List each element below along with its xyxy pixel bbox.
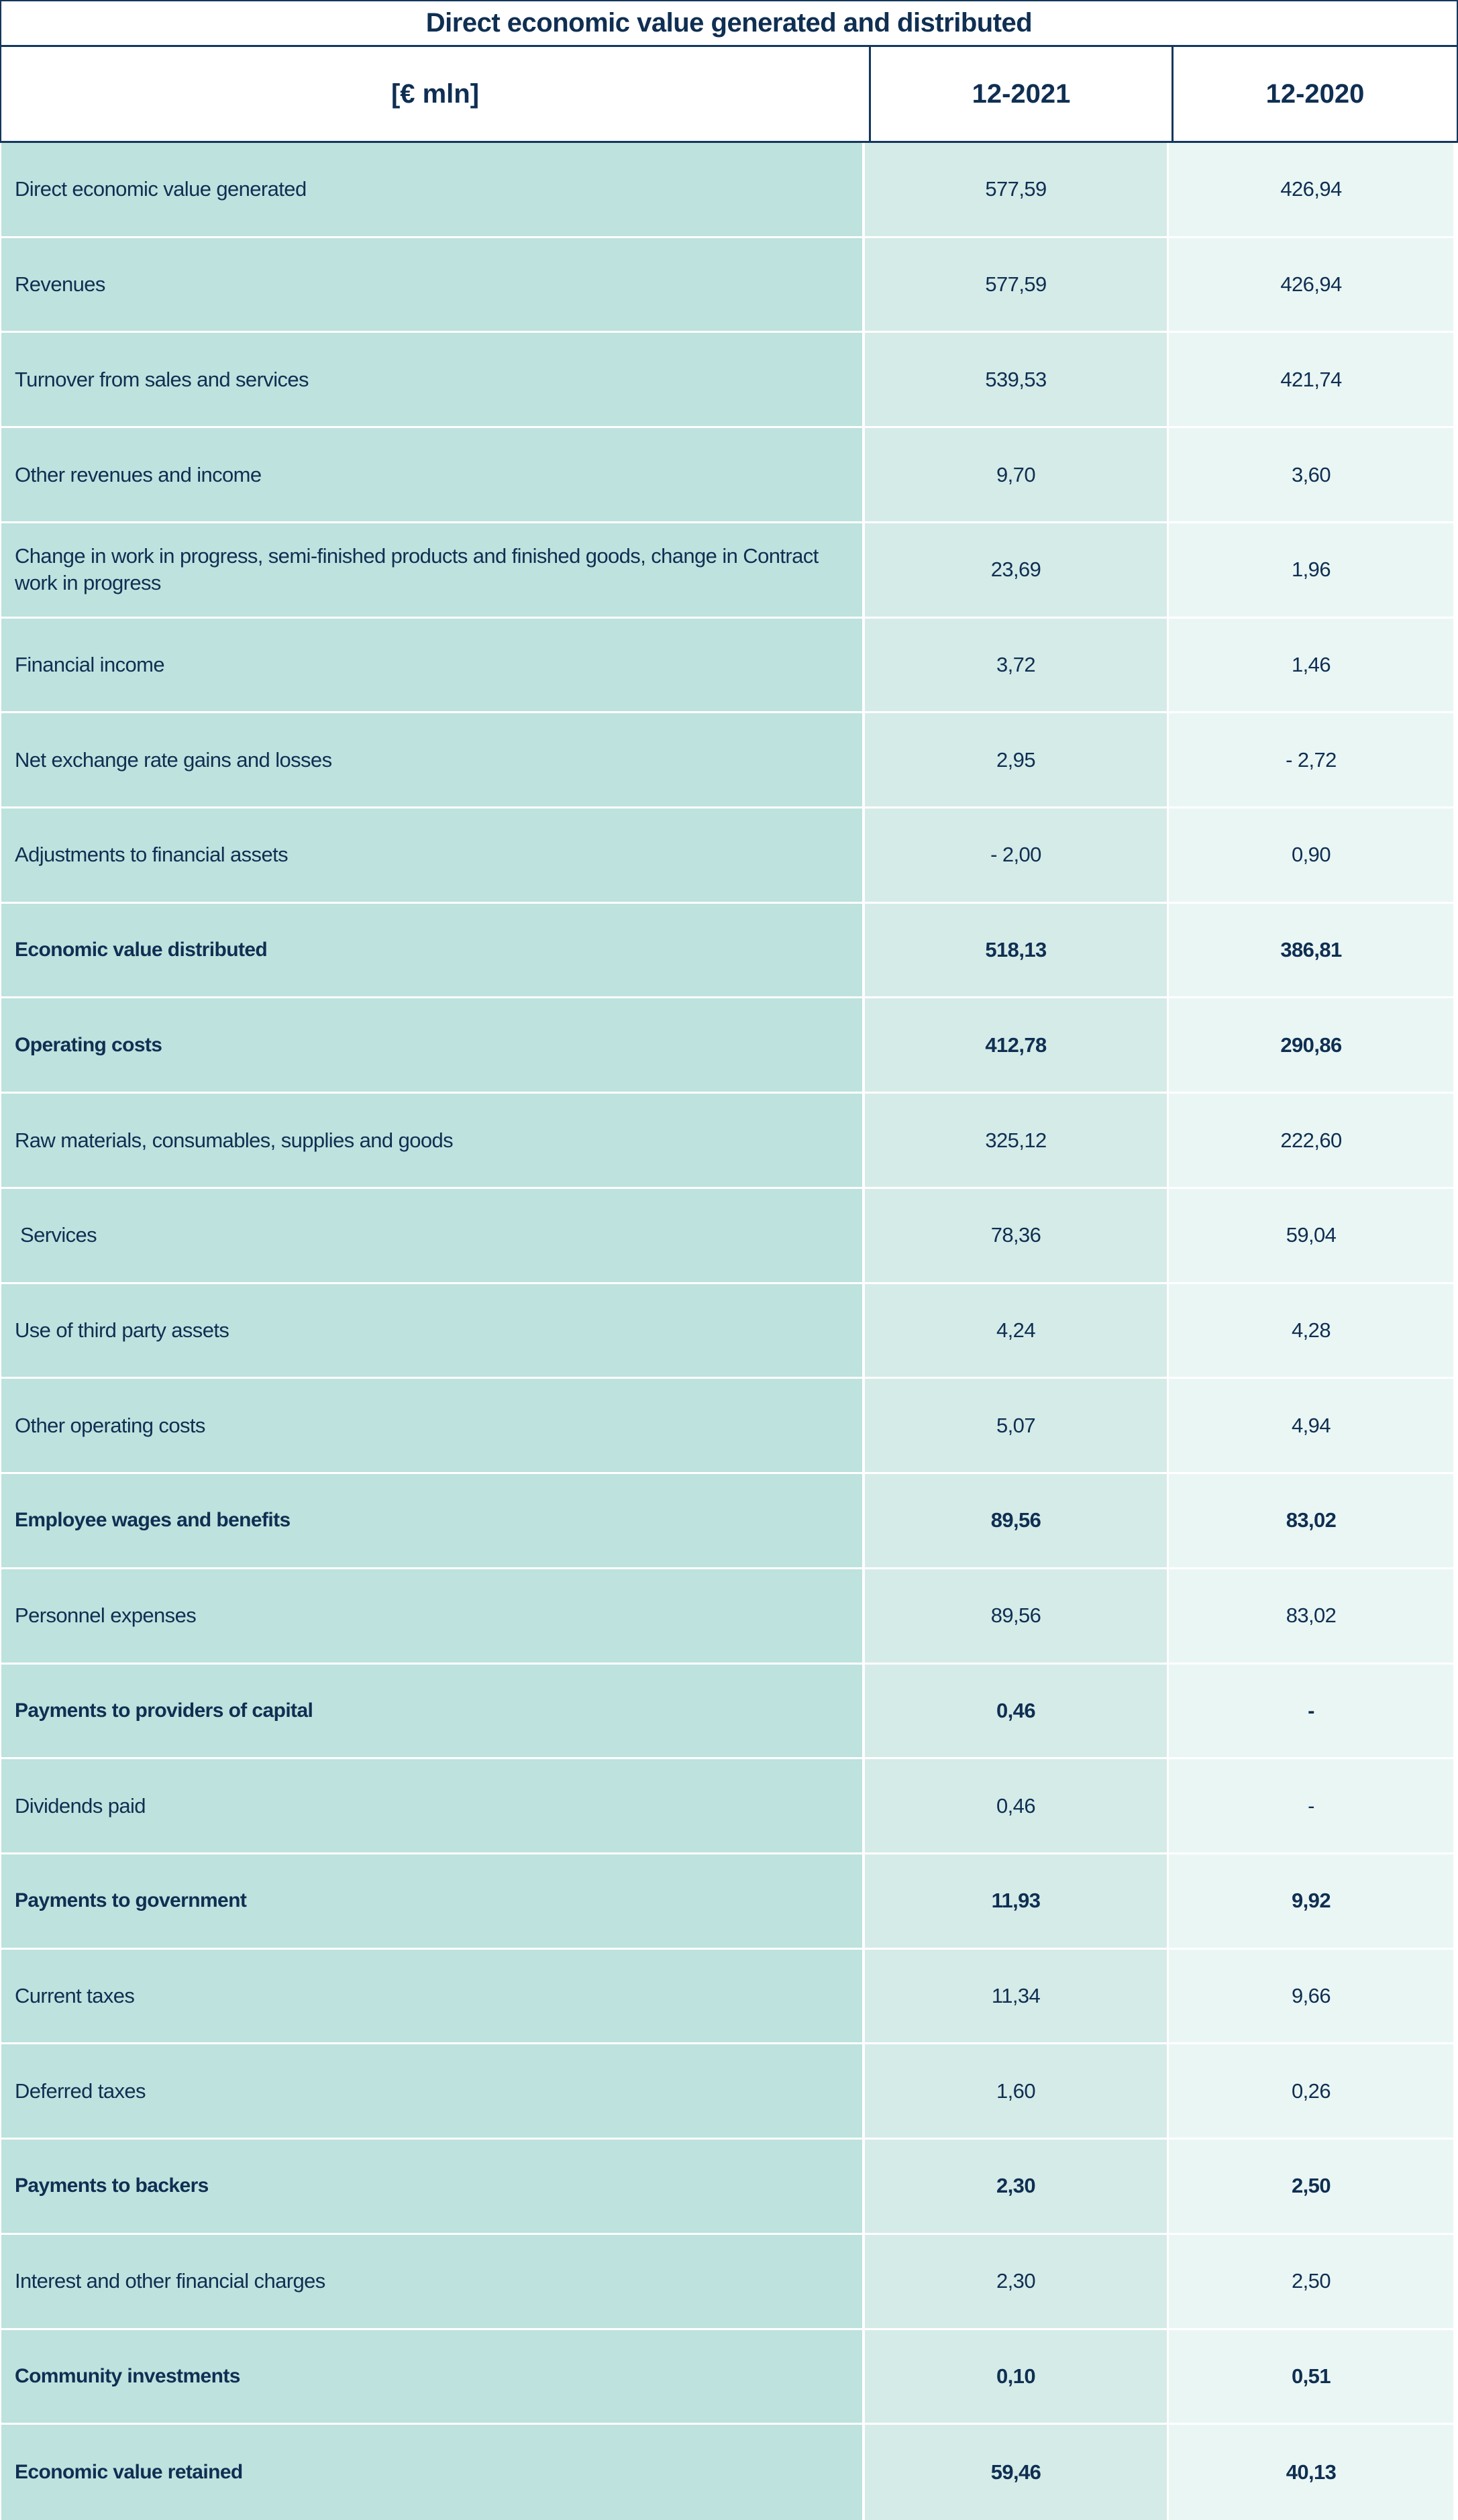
row-label: Adjustments to financial assets — [1, 808, 865, 902]
table-row — [0, 1569, 1458, 1665]
value-2020: 40,13 — [1169, 2425, 1453, 2520]
value-2020: 421,74 — [1169, 333, 1453, 426]
value-2021: 2,30 — [865, 2140, 1169, 2233]
value-2020: 4,94 — [1169, 1379, 1453, 1472]
header-unit: [€ mln] — [390, 78, 480, 109]
row-label: Payments to providers of capital — [1, 1665, 865, 1758]
value-2020: 3,60 — [1169, 428, 1453, 521]
value-2020: 9,66 — [1169, 1950, 1453, 2043]
value-2020: 2,50 — [1169, 2140, 1453, 2233]
row-label: Operating costs — [1, 998, 865, 1092]
value-2021: 0,46 — [865, 1759, 1169, 1852]
table-row — [0, 713, 1458, 808]
row-label: Direct economic value generated — [1, 143, 865, 236]
value-2021: 325,12 — [865, 1094, 1169, 1187]
table-row — [0, 808, 1458, 904]
row-label: Payments to government — [1, 1854, 865, 1948]
row-label: Deferred taxes — [1, 2044, 865, 2138]
value-2021: 577,59 — [865, 143, 1169, 236]
row-label: Dividends paid — [1, 1759, 865, 1852]
value-2020: 0,26 — [1169, 2044, 1453, 2138]
value-2021: 4,24 — [865, 1284, 1169, 1377]
row-label: Raw materials, consumables, supplies and goods — [1, 1094, 865, 1187]
value-2021: 0,10 — [865, 2330, 1169, 2423]
value-2021: 11,34 — [865, 1950, 1169, 2043]
value-2020: 426,94 — [1169, 238, 1453, 331]
row-label: Employee wages and benefits — [1, 1474, 865, 1567]
value-2020: 83,02 — [1169, 1569, 1453, 1663]
value-2020: 290,86 — [1169, 998, 1453, 1092]
value-2021: 23,69 — [865, 523, 1169, 617]
value-2020: 1,96 — [1169, 523, 1453, 617]
table-row — [0, 523, 1458, 619]
value-2021: 412,78 — [865, 998, 1169, 1092]
row-label: Other revenues and income — [1, 428, 865, 521]
row-label: Turnover from sales and services — [1, 333, 865, 426]
value-2021: 2,95 — [865, 713, 1169, 806]
row-label: Services — [1, 1189, 865, 1282]
value-2021: 9,70 — [865, 428, 1169, 521]
value-2021: 3,72 — [865, 619, 1169, 712]
table-row — [0, 1094, 1458, 1189]
value-2020: 386,81 — [1169, 904, 1453, 997]
table-row — [0, 2425, 1458, 2520]
table-row — [0, 2330, 1458, 2425]
row-label: Interest and other financial charges — [1, 2235, 865, 2328]
header-2020: 12-2020 — [1171, 47, 1457, 141]
row-label: Current taxes — [1, 1950, 865, 2043]
table-row — [0, 619, 1458, 714]
table-row — [0, 1379, 1458, 1474]
value-2021: 1,60 — [865, 2044, 1169, 2138]
row-label: Community investments — [1, 2330, 865, 2423]
row-label: Other operating costs — [1, 1379, 865, 1472]
table-row — [0, 1759, 1458, 1854]
value-2020: 222,60 — [1169, 1094, 1453, 1187]
table-body — [0, 143, 1458, 2520]
table-row — [0, 238, 1458, 333]
table-row — [0, 1474, 1458, 1569]
value-2021: 59,46 — [865, 2425, 1169, 2520]
table-row — [0, 1665, 1458, 1760]
value-2021: 518,13 — [865, 904, 1169, 997]
value-2021: 5,07 — [865, 1379, 1169, 1472]
value-2021: - 2,00 — [865, 808, 1169, 902]
table-row — [0, 2044, 1458, 2140]
value-2021: 0,46 — [865, 1665, 1169, 1758]
value-2021: 89,56 — [865, 1474, 1169, 1567]
value-2021: 577,59 — [865, 238, 1169, 331]
table-row — [0, 998, 1458, 1094]
value-2020: 0,51 — [1169, 2330, 1453, 2423]
row-label: Change in work in progress, semi-finished products and finished goods, change in Contract work in progress — [1, 523, 865, 617]
row-label: Payments to backers — [1, 2140, 865, 2233]
table-row — [0, 2235, 1458, 2330]
value-2021: 539,53 — [865, 333, 1169, 426]
table-row — [0, 904, 1458, 999]
value-2020: - — [1169, 1759, 1453, 1852]
table-row — [0, 1284, 1458, 1379]
value-2020: 426,94 — [1169, 143, 1453, 236]
row-label: Economic value distributed — [1, 904, 865, 997]
value-2020: - 2,72 — [1169, 713, 1453, 806]
row-label: Net exchange rate gains and losses — [1, 713, 865, 806]
table-row — [0, 2140, 1458, 2235]
table-row — [0, 428, 1458, 523]
value-2021: 2,30 — [865, 2235, 1169, 2328]
value-2020: 59,04 — [1169, 1189, 1453, 1282]
value-2021: 89,56 — [865, 1569, 1169, 1663]
table-row — [0, 1950, 1458, 2045]
table-row — [0, 1189, 1458, 1284]
value-2021: 11,93 — [865, 1854, 1169, 1948]
table-title: Direct economic value generated and distributed — [0, 0, 1458, 47]
table-row — [0, 143, 1458, 238]
row-label: Personnel expenses — [1, 1569, 865, 1663]
value-2021: 78,36 — [865, 1189, 1169, 1282]
table-header-row — [0, 47, 1458, 143]
value-2020: 1,46 — [1169, 619, 1453, 712]
value-2020: 9,92 — [1169, 1854, 1453, 1948]
value-2020: 83,02 — [1169, 1474, 1453, 1567]
table-row — [0, 1854, 1458, 1950]
value-2020: - — [1169, 1665, 1453, 1758]
value-2020: 2,50 — [1169, 2235, 1453, 2328]
header-2021: 12-2021 — [869, 47, 1171, 141]
row-label: Revenues — [1, 238, 865, 331]
row-label: Use of third party assets — [1, 1284, 865, 1377]
row-label: Economic value retained — [1, 2425, 865, 2520]
table-row — [0, 333, 1458, 428]
value-2020: 4,28 — [1169, 1284, 1453, 1377]
row-label: Financial income — [1, 619, 865, 712]
value-2020: 0,90 — [1169, 808, 1453, 902]
